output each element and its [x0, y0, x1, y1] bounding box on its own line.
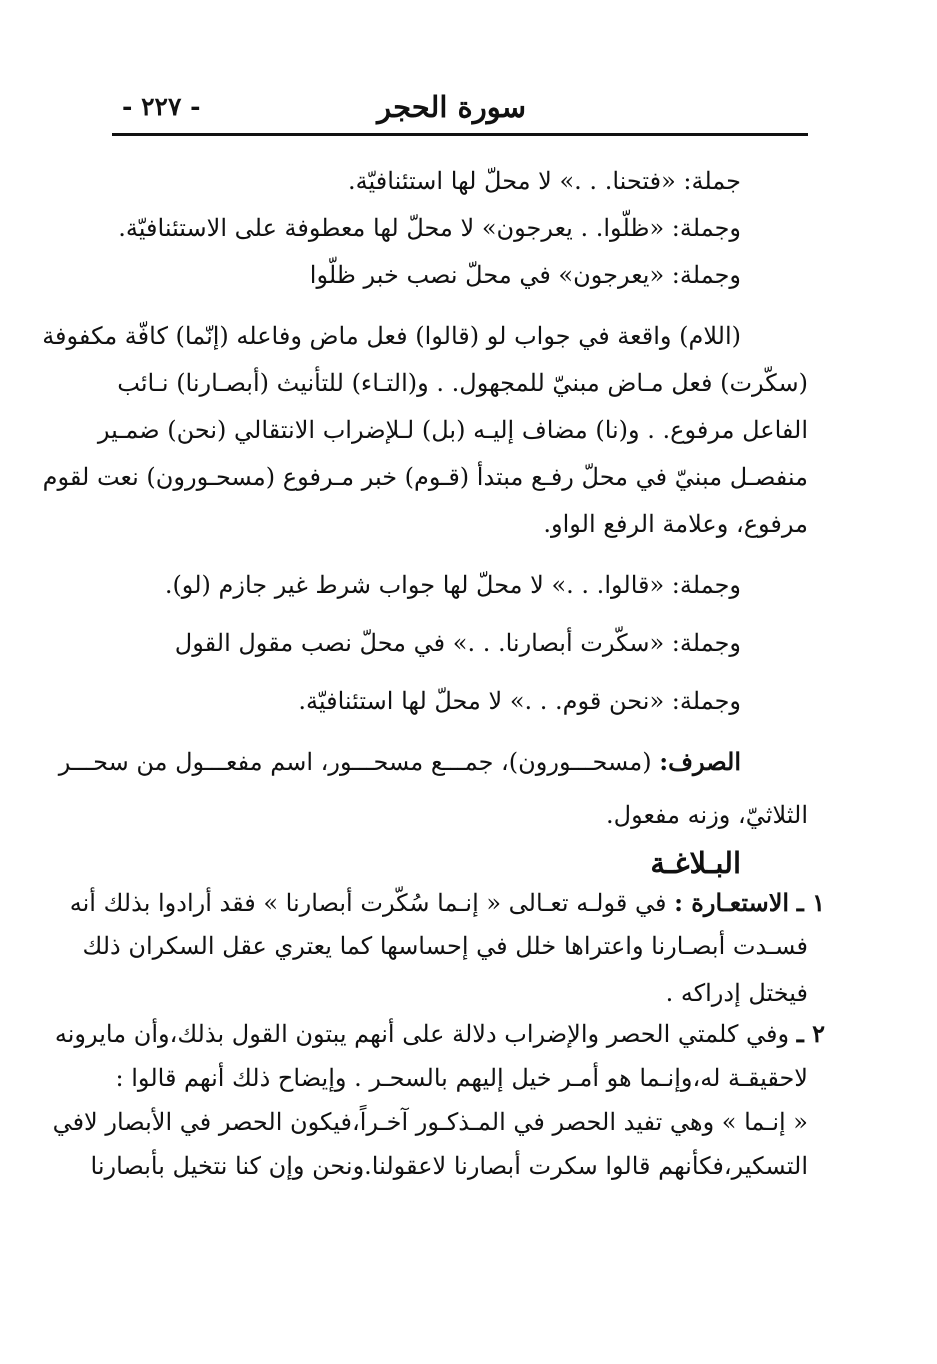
balagha-line: لاحقيقـة له،وإنـما هو أمـر خيل إليهم بالسحـر . وإيضاح ذلك أنهم قالوا :	[115, 1064, 808, 1092]
item-number: ٢ ـ	[796, 1019, 825, 1048]
sentence-line: وجملة: «سكّرت أبصارنا. . .» في محلّ نصب مقول القول	[174, 629, 741, 657]
balagha-title: البـلاغـة	[650, 846, 741, 880]
sarf-label: الصرف:	[659, 747, 741, 776]
sentence-line: وجملة: «يعرجون» في محلّ نصب خبر ظلّوا	[309, 261, 741, 289]
sentence-line: وجملة: «قالوا. . .» لا محلّ لها جواب شرط غير جازم (لو).	[164, 571, 741, 599]
balagha-item-2	[55, 1018, 825, 1050]
sarf-text: (مسحـــورون)، جمـــع مسحـــور، اسم مفعـــول من سحـــر	[58, 748, 652, 776]
sentence-line: وجملة: «نحن قوم. . .» لا محلّ لها استئنافيّة.	[298, 687, 741, 715]
item-text: في قولـه تعـالى « إنـما سُكّرت أبصارنا » فقد أرادوا بذلك أنه	[69, 889, 667, 917]
paragraph-line: الفاعل مرفوع. . و(نا) مضاف إليـه (بل) لـلإضراب الانتقالي (نحن) ضمـير	[97, 416, 808, 444]
header-rule	[112, 133, 808, 136]
paragraph-line: مرفوع، وعلامة الرفع الواو.	[543, 510, 808, 538]
sentence-line: جملة: «فتحنا. . .» لا محلّ لها استئنافيّة.	[348, 167, 741, 195]
balagha-line: التسكير،فكأنهم قالوا سكرت أبصارنا لاعقولنا.ونحن وإن كنا نتخيل بأبصارنا	[90, 1152, 808, 1180]
paragraph-line: منفصـل مبنيّ في محلّ رفـع مبتدأ (قـوم) خبر مـرفوع (مسحـورون) نعت لقوم	[42, 463, 808, 491]
item-number: ١ ـ	[796, 888, 825, 917]
sarf-line	[59, 746, 741, 778]
paragraph-line: (اللام) واقعة في جواب لو (قالوا) فعل ماض وفاعله (إنّما) كافّة مكفوفة	[42, 322, 741, 350]
balagha-line: فسـدت أبصـارنا واعتراها خلل في إحساسها كما يعتري عقل السكران ذلك	[82, 932, 808, 960]
item-label: الاستعـارة :	[674, 888, 790, 917]
item-text: وفي كلمتي الحصر والإضراب دلالة على أنهم يبتون القول بذلك،وأن مايرونه	[54, 1020, 790, 1048]
balagha-line: فيختل إدراكه .	[665, 979, 808, 1007]
balagha-line: « إنـما » وهي تفيد الحصر في المـذكـور آخـراً،فيكون الحصر في الأبصار لافي	[52, 1108, 808, 1136]
surah-title: سورة الحجر	[377, 90, 526, 124]
balagha-item-1	[70, 887, 825, 919]
page-number: - ٢٢٧ -	[122, 92, 201, 121]
sarf-line-2: الثلاثيّ، وزنه مفعول.	[606, 801, 808, 829]
sentence-line: وجملة: «ظلّوا. . يعرجون» لا محلّ لها معطوفة على الاستئنافيّة.	[118, 214, 741, 242]
paragraph-line: (سكّرت) فعل مـاض مبنيّ للمجهول. . و(التـاء) للتأنيث (أبصـارنا) نـائب	[117, 369, 808, 397]
page-header	[112, 88, 808, 134]
